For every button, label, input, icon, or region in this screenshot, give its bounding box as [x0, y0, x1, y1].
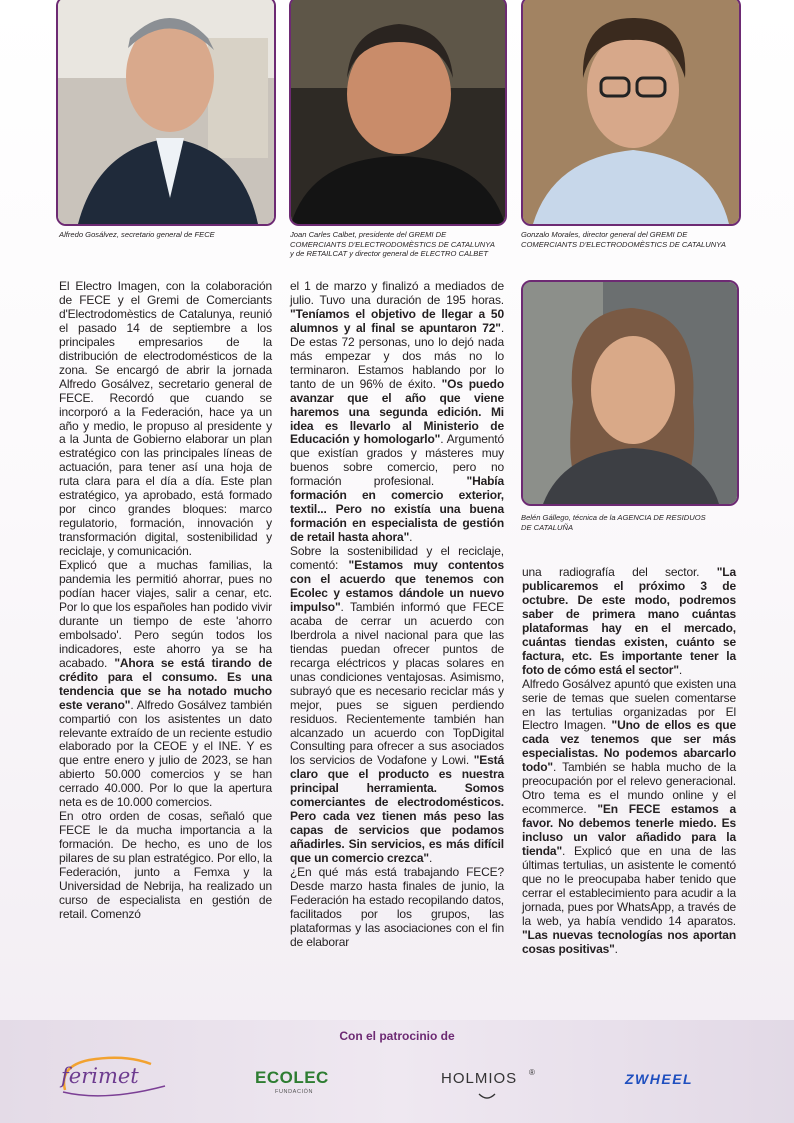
article-paragraph: ¿En qué más está trabajando FECE? Desde marzo hasta finales de junio, la Federación ha estado recopilando datos, facilitados por los grupos, las plataformas y las asociaciones con el fin de elaborar: [290, 865, 504, 949]
body-text: . También se habla mucho de la preocupación por el relevo generacional. Otro tema es el mundo online y el ecommerce.: [522, 760, 736, 817]
quote: "Teníamos el objetivo de llegar a 50 alumnos y al final se apuntaron 72": [290, 306, 504, 335]
quote: "Había formación en comercio exterior, textil... Pero no existía una buena formación en especialista de gestión de retail hasta ahora": [290, 474, 505, 545]
holmios-smile-icon: [477, 1092, 497, 1102]
article-paragraph: [290, 280, 504, 545]
article-paragraph: [290, 545, 504, 866]
body-text: el 1 de marzo y finalizó a mediados de julio. Tuvo una duración de 195 horas.: [290, 279, 504, 307]
quote: "En FECE estamos a favor. No debemos tenerle miedo. Es incluso un valor añadido para la tienda": [522, 802, 737, 859]
alfredo-gosalvez-photo: [56, 0, 276, 226]
ferimet-logo: [55, 1052, 170, 1100]
quote: "Ahora se está tirando de crédito para el consumo. Es una tendencia que se ha notado mucho este verano": [59, 655, 273, 712]
body-text: Alfredo Gosálvez apuntó que existen una serie de temas que suelen comentarse en las tertulias organizadas por El Electro Imagen.: [522, 676, 736, 733]
article-column-3: [522, 566, 736, 957]
caption-line: DE CATALUÑA: [521, 522, 574, 532]
alfredo-gosalvez-caption: [59, 230, 273, 240]
body-text: . Argumentó que existían grados y másteres muy buenos sobre comercio, pero no formación profesional.: [290, 432, 504, 489]
body-text: .: [428, 851, 433, 866]
ecolec-logo: [255, 1068, 340, 1098]
belen-gallego-photo: [521, 280, 739, 506]
article-paragraph: [59, 559, 272, 810]
holmios-wordmark: HOLMIOS: [441, 1070, 518, 1087]
body-text: .: [614, 941, 618, 956]
belen-gallego-caption: [521, 513, 735, 532]
article-paragraph: El Electro Imagen, con la colaboración de FECE y el Gremi de Comerciants d'Electrodomèstics de Catalunya, reunió el pasado 14 de septiembre a los principales empresarios de la distribución de electrodomésticos de la zona. Se encargó de abrir la jornada Alfredo Gosálvez, secretario general de FECE. Recordó que cuando se incorporó a la Federación, hace ya un año y medio, le propuso al presidente y a la Junta de Gobierno elaborar un plan estratégico con las principales líneas de actuación, para tener así una hoja de ruta clara para el día a día. Este plan estratégico, ya aprobado, está formado por cinco grandes bloques: marco regulatorio, formación, innovación y transformación digital, sostenibilidad y reciclaje, y comunicación.: [59, 279, 272, 559]
quote: "Os puedo avanzar que el año que viene haremos una segunda edición. Mi idea es llevarlo al Ministerio de Educación y homologarlo": [290, 376, 504, 447]
caption-line: COMERCIANTS D'ELECTRODOMÈSTICS DE CATALUNYA: [521, 239, 726, 249]
caption-line: Gonzalo Morales, director general del GREMI DE: [521, 230, 688, 239]
gonzalo-morales-photo: [521, 0, 741, 226]
ecolec-subtitle: FUNDACIÓN: [275, 1089, 314, 1095]
caption-line: Joan Carles Calbet, presidente del GREMI DE: [290, 230, 447, 239]
gonzalo-morales-caption: [521, 230, 735, 249]
body-text: . Explicó que en una de las últimas tertulias, un asistente le comentó que no le preocupaba haber tenido que cerrar el establecimiento para acudir a la jornada, pues por WhatsApp, a través de la web, ya había vendido 14 aparatos.: [522, 844, 736, 928]
caption-line: y de RETAILCAT y director general de ELECTRO CALBET: [290, 249, 489, 259]
article-paragraph: [522, 678, 736, 957]
caption-line: COMERCIANTS D'ELECTRODOMÈSTICS DE CATALUNYA: [290, 239, 495, 249]
body-text: . También informó que FECE acaba de cerrar un acuerdo con Iberdrola a nivel nacional para que las tiendas puedan ofrecer puntos de recarga eléctricos y placas solares en unas condiciones ventajosas. Asimismo, subrayó que es necesario reciclar más y mejor, pues se siguen perdiendo residuos. Recientemente también han alcanzado un acuerdo con TopDigital Consulting para ofrecer a sus asociados los servicios de Vodafone y Lowi.: [290, 599, 504, 768]
article-column-1: [59, 280, 272, 922]
body-text: Sobre la sostenibilidad y el reciclaje, comentó:: [290, 544, 504, 573]
quote: "La publicaremos el próximo 3 de octubre. De este modo, podremos saber de primera mano cuántas plataformas hay en el mercado, cuántas tiendas existen, cuánto se factura, etc. Es importante tener la foto de cómo está el sector": [522, 565, 736, 677]
article-paragraph: En otro orden de cosas, señaló que FECE le da mucha importancia a la formación. De hecho, es uno de los pilares de su plan estratégico. Por ello, la Federación, junto a Femxa y la Universidad de Nebrija, ha realizado un curso de especialista en gestión de retail. Comenzó: [59, 809, 272, 921]
article-column-2: [290, 280, 504, 950]
caption-line: Alfredo Gosálvez, secretario general de FECE: [59, 230, 215, 239]
body-text: .: [678, 662, 683, 677]
article-paragraph: [522, 566, 736, 678]
zwheel-logo: [625, 1071, 740, 1091]
sponsor-title: Con el patrocinio de: [339, 1029, 455, 1043]
quote: "Uno de ellos es que cada vez tenemos que ser más especialistas. No podemos abarcarlo todo": [522, 718, 736, 775]
holmios-logo: [441, 1070, 541, 1104]
joan-carles-calbet-caption: [290, 230, 504, 259]
body-text: . Alfredo Gosálvez también compartió con los asistentes un dato relevante extraído de un reciente estudio elaborado por la CEOE y el INE. Y es que entre enero y julio de 2023, se han abierto 50.000 comercios y se han cerrado 40.000. Por lo que la apertura neta es de 10.000 comercios.: [59, 697, 273, 810]
body-text: Explicó que a muchas familias, la pandemia les permitió ahorrar, pues no podían hacer viajes, salir a cenar, etc. Por lo que los españoles han podido vivir durante un tiempo de este 'ahorro embolsado'. Pero según todos los indicadores, este ahorro ya se ha acabado.: [59, 558, 272, 670]
quote: "Estamos muy contentos con el acuerdo que tenemos con Ecolec y estamos dándole un nuevo impulso": [290, 558, 504, 614]
body-text: . De estas 72 personas, uno lo dejó nada más empezar y dos más no lo terminaron. Estamos hablando por lo tanto de un 96% de éxito.: [290, 320, 504, 391]
body-text: una radiografía del sector.: [522, 565, 700, 579]
zwheel-wordmark: ZWHEEL: [625, 1071, 694, 1087]
ecolec-wordmark: ECOLEC: [255, 1068, 329, 1087]
caption-line: Belén Gállego, técnica de la AGENCIA DE RESIDUOS: [521, 513, 706, 522]
quote: "Está claro que el producto es nuestra principal herramienta. Somos comerciantes de electrodomésticos. Pero cada vez tienen más peso las capas de servicios que podamos añadirles. Sin servicios, es más difícil que un comercio crezca": [290, 753, 504, 866]
joan-carles-calbet-photo: [289, 0, 507, 226]
holmios-registered-mark: ®: [529, 1068, 535, 1077]
quote: "Las nuevas tecnologías nos aportan cosas positivas": [522, 927, 736, 956]
ferimet-wordmark: ferimet: [61, 1064, 139, 1088]
body-text: .: [409, 530, 413, 545]
